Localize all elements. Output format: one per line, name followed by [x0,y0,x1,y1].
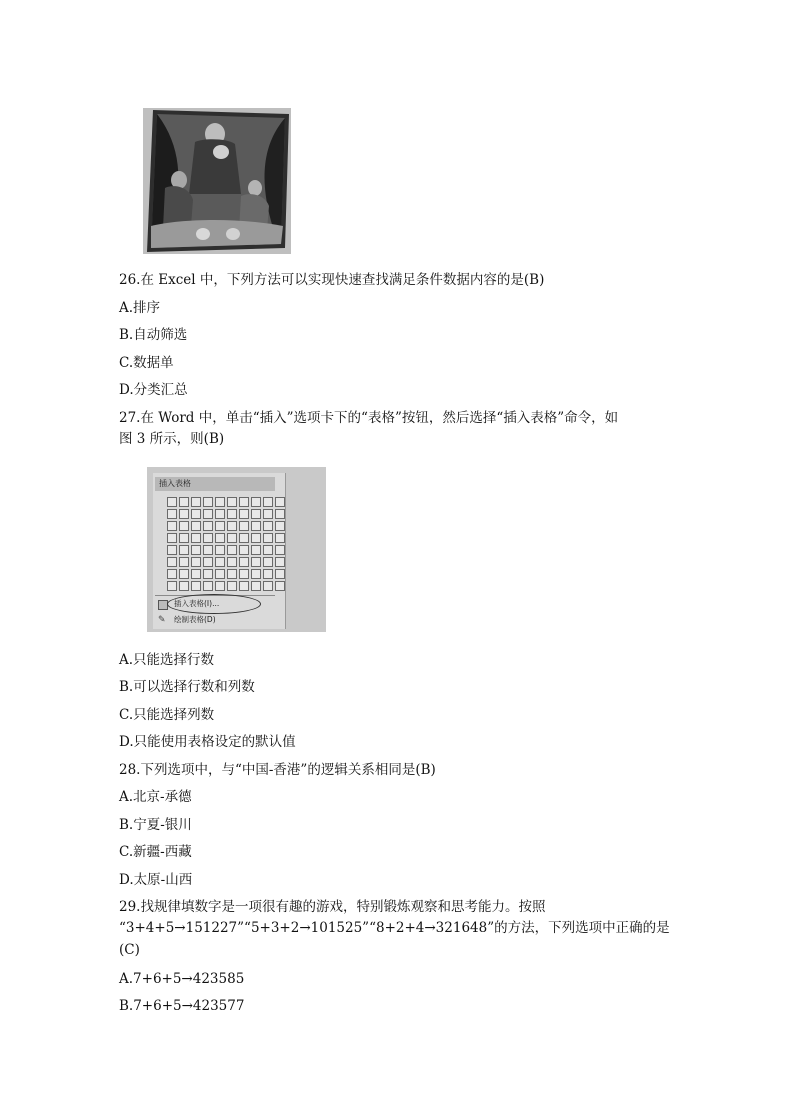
question-27-option-c: C.只能选择列数 [119,707,215,723]
question-27-stem-line1: 27.在 Word 中，单击“插入”选项卡下的“表格”按钮，然后选择“插入表格”命令，如 [119,410,619,426]
question-29-stem-line1: 29.找规律填数字是一项很有趣的游戏，特别锻炼观察和思考能力。按照 [119,899,546,915]
question-26-stem: 26.在 Excel 中，下列方法可以实现快速查找满足条件数据内容的是(B) [119,272,545,288]
pencil-icon: ✎ [158,615,166,625]
question-29-stem-line2: “3+4+5→151227”“5+3+2→101525”“8+2+4→321648”的方法，下列选项中正确的是 [119,920,670,936]
question-28-option-d: D.太原-山西 [119,872,193,888]
question-28-option-b: B.宁夏-银川 [119,817,192,833]
question-29-stem-line3: (C) [119,942,140,958]
question-27-option-d: D.只能使用表格设定的默认值 [119,734,296,750]
question-26-option-b: B.自动筛选 [119,327,188,343]
draw-table-menu-item: 绘制表格(D) [174,615,216,624]
question-27-option-a: A.只能选择行数 [119,652,215,668]
question-26-option-a: A.排序 [119,300,161,316]
question-28-option-c: C.新疆-西藏 [119,844,192,860]
question-27-option-b: B.可以选择行数和列数 [119,679,255,695]
painting-image [143,108,291,254]
question-29-option-b: B.7+6+5→423577 [119,998,245,1014]
question-29-option-a: A.7+6+5→423585 [119,971,245,987]
menu-item-highlight-ellipse [167,594,261,614]
question-27-stem-line2: 图 3 所示，则(B) [119,431,225,447]
question-26-option-d: D.分类汇总 [119,382,188,398]
table-size-grid [167,497,284,590]
insert-table-title: 插入表格 [159,479,191,488]
question-28-stem: 28.下列选项中，与“中国-香港”的逻辑关系相同是(B) [119,762,436,778]
question-28-option-a: A.北京-承德 [119,789,192,805]
question-26-option-c: C.数据单 [119,355,174,371]
insert-table-figure [147,467,326,632]
insert-table-menu-item: 插入表格(I)... [174,599,220,608]
